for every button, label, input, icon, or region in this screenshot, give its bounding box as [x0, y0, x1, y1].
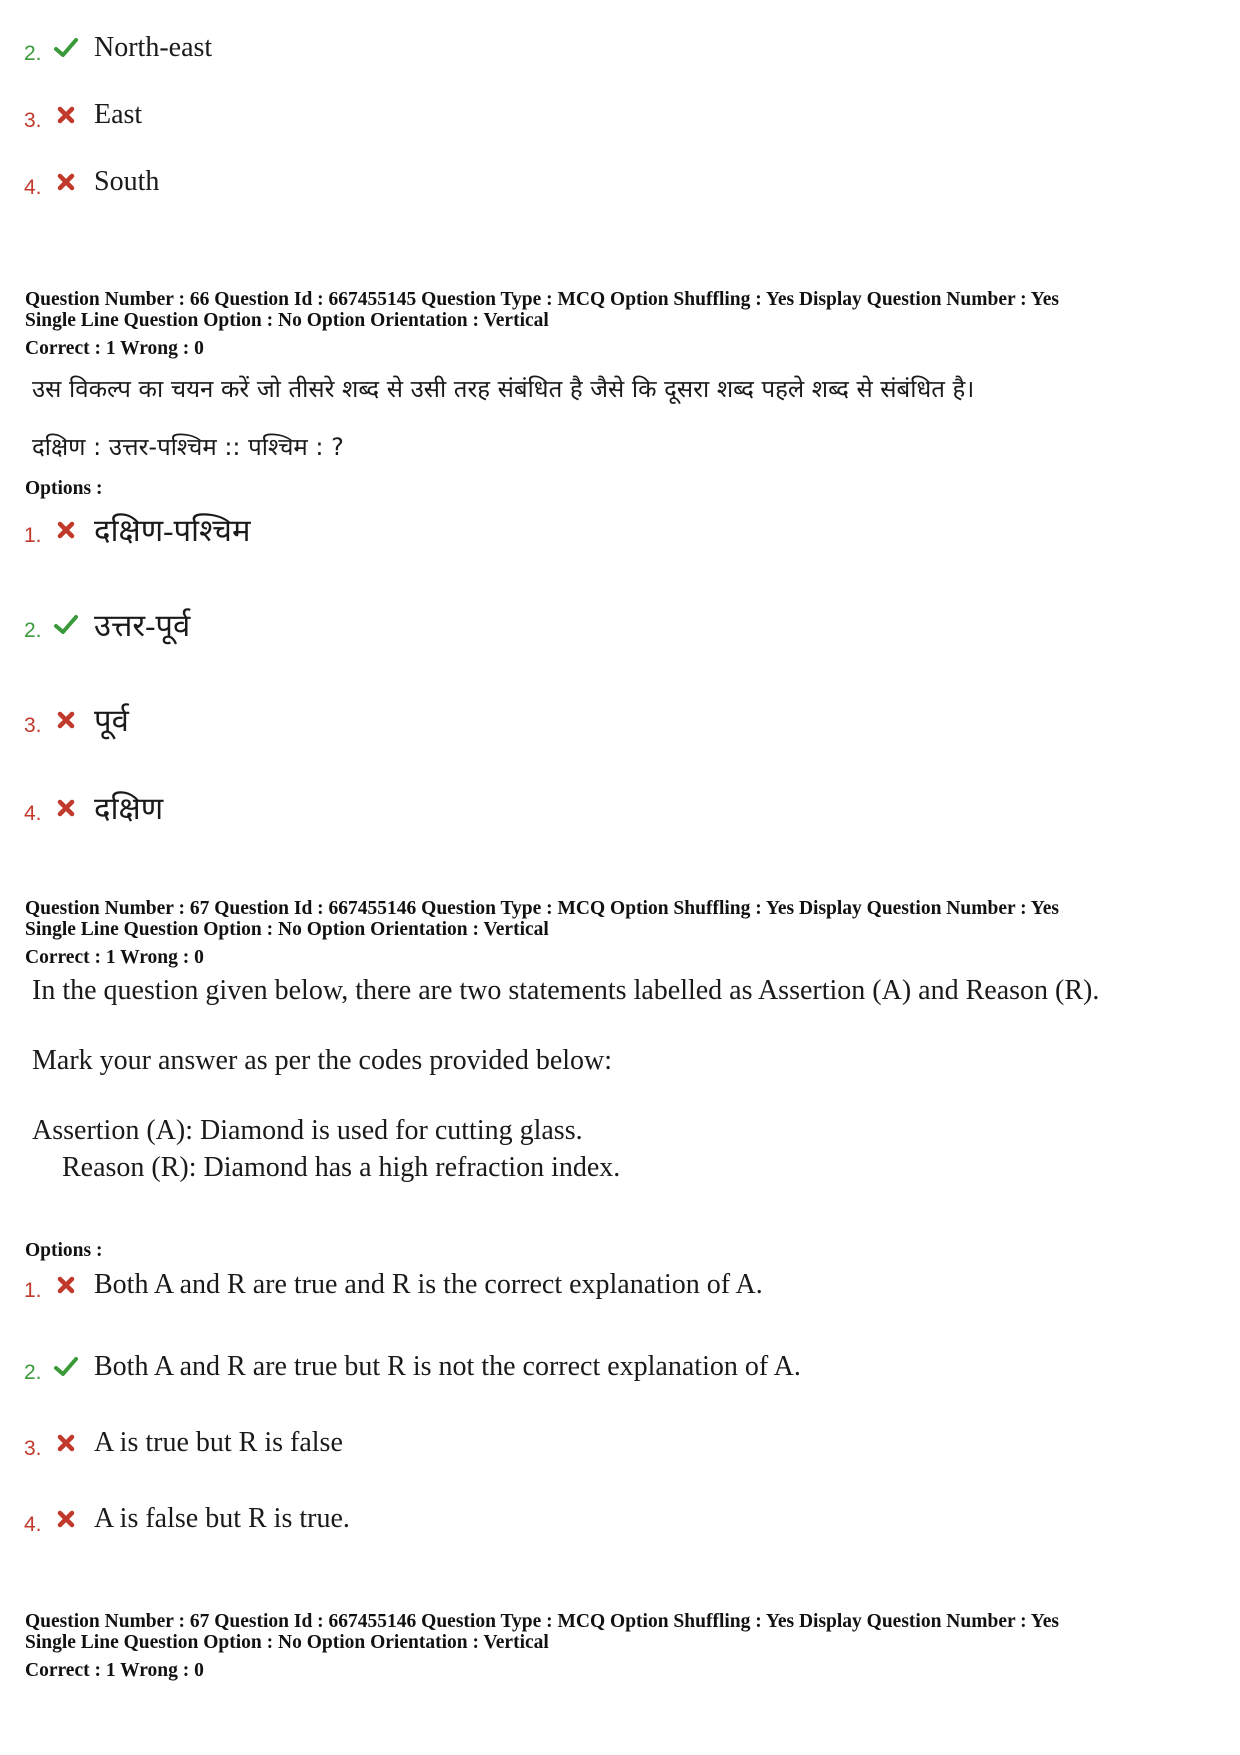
option-number: 1. [24, 524, 42, 547]
option-text: दक्षिण [94, 791, 164, 826]
cross-icon [52, 516, 80, 544]
options-label: Options : [25, 1240, 103, 1261]
question-intro: In the question given below, there are two statements labelled as Assertion (A) and Reason (R). [32, 975, 1100, 1006]
option-text: Both A and R are true and R is the correct explanation of A. [94, 1269, 763, 1300]
option-number: 1. [24, 1279, 42, 1302]
option-text: North-east [94, 32, 213, 63]
question-analogy: दक्षिण : उत्तर-पश्चिम :: पश्चिम : ? [32, 433, 344, 461]
score-info: Correct : 1 Wrong : 0 [25, 338, 204, 359]
option-text: A is true but R is false [94, 1427, 343, 1458]
option-number: 3. [24, 714, 42, 737]
cross-icon [52, 101, 80, 129]
option-row [24, 1499, 350, 1539]
option-text: A is false but R is true. [94, 1503, 350, 1534]
reason-text: Reason (R): Diamond has a high refraction index. [62, 1152, 621, 1183]
option-row [24, 1265, 763, 1305]
options-label: Options : [25, 478, 103, 499]
option-row [24, 510, 251, 550]
score-info: Correct : 1 Wrong : 0 [25, 1660, 204, 1681]
check-icon [52, 34, 80, 62]
option-row [24, 700, 129, 740]
option-text: उत्तर-पूर्व [94, 608, 191, 643]
option-row [24, 28, 212, 68]
option-number: 2. [24, 42, 42, 65]
check-icon [52, 1353, 80, 1381]
question-meta: Question Number : 67 Question Id : 667455146 Question Type : MCQ Option Shuffling : Yes Display Question Number : Yes [25, 1611, 1059, 1632]
option-text: East [94, 99, 143, 130]
question-meta-2: Single Line Question Option : No Option Orientation : Vertical [25, 310, 549, 331]
option-number: 2. [24, 1361, 42, 1384]
cross-icon [52, 168, 80, 196]
option-row [24, 788, 163, 828]
option-row [24, 1423, 343, 1463]
cross-icon [52, 1271, 80, 1299]
option-text: पूर्व [94, 703, 129, 738]
option-number: 2. [24, 619, 42, 642]
question-meta: Question Number : 67 Question Id : 667455146 Question Type : MCQ Option Shuffling : Yes Display Question Number : Yes [25, 898, 1059, 919]
option-row [24, 162, 159, 202]
check-icon [52, 611, 80, 639]
option-row [24, 605, 190, 645]
option-number: 4. [24, 176, 42, 199]
option-text: South [94, 166, 160, 197]
option-row [24, 95, 142, 135]
cross-icon [52, 794, 80, 822]
question-meta: Question Number : 66 Question Id : 667455145 Question Type : MCQ Option Shuffling : Yes Display Question Number : Yes [25, 289, 1059, 310]
score-info: Correct : 1 Wrong : 0 [25, 947, 204, 968]
cross-icon [52, 706, 80, 734]
option-text: दक्षिण-पश्चिम [94, 513, 251, 548]
question-text: उस विकल्प का चयन करें जो तीसरे शब्द से उसी तरह संबंधित है जैसे कि दूसरा शब्द पहले शब्द से संबंधित है। [32, 375, 975, 403]
question-meta-2: Single Line Question Option : No Option Orientation : Vertical [25, 919, 549, 940]
cross-icon [52, 1429, 80, 1457]
assertion-text: Assertion (A): Diamond is used for cutting glass. [32, 1115, 583, 1146]
option-number: 4. [24, 802, 42, 825]
question-instruction: Mark your answer as per the codes provided below: [32, 1045, 613, 1076]
option-text: Both A and R are true but R is not the correct explanation of A. [94, 1351, 801, 1382]
question-meta-2: Single Line Question Option : No Option Orientation : Vertical [25, 1632, 549, 1653]
option-row [24, 1347, 801, 1387]
option-number: 3. [24, 109, 42, 132]
cross-icon [52, 1505, 80, 1533]
option-number: 3. [24, 1437, 42, 1460]
option-number: 4. [24, 1513, 42, 1536]
